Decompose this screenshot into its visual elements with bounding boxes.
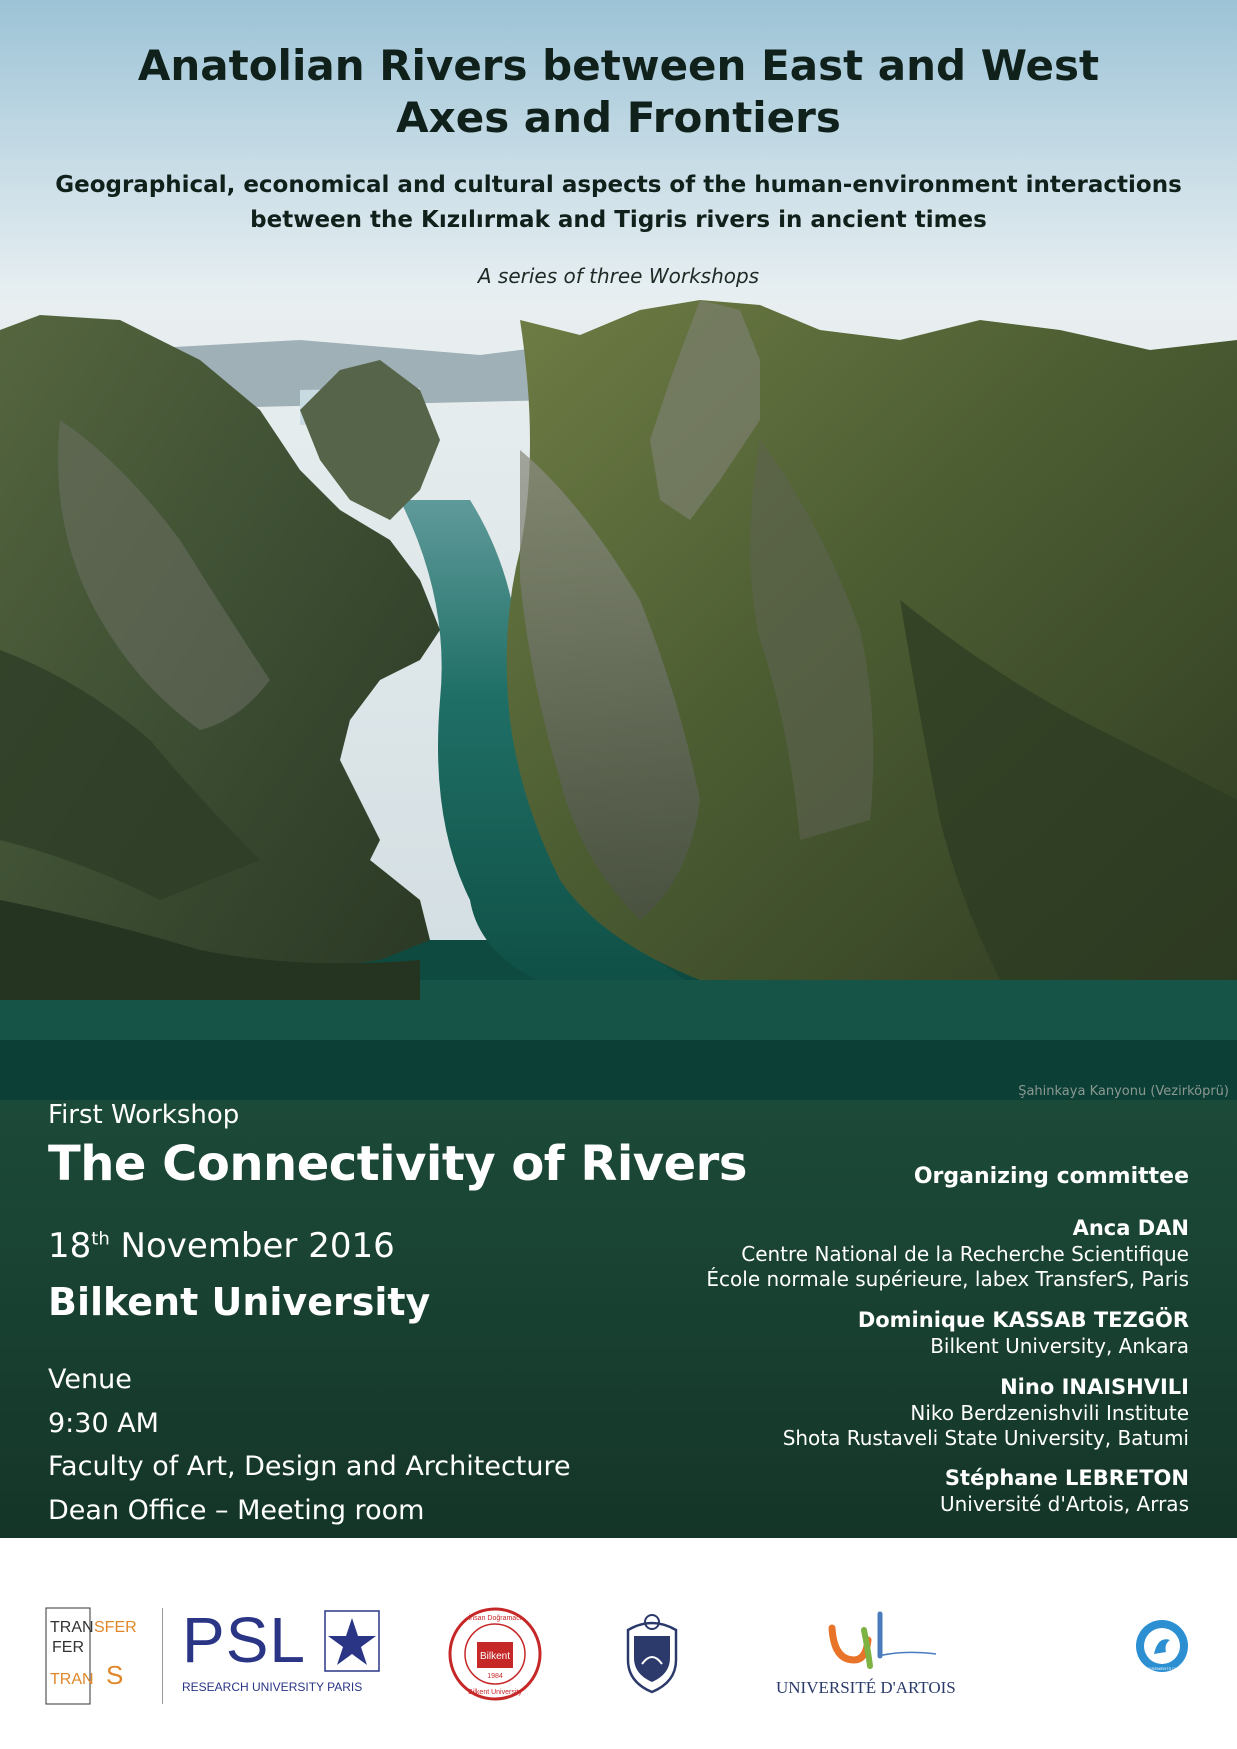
transfers-text: TRAN: [50, 1619, 94, 1636]
poster-header: [0, 40, 1237, 288]
member-affiliation: Bilkent University, Ankara: [930, 1333, 1189, 1358]
psl-star-icon: [324, 1610, 380, 1672]
committee-member: [706, 1216, 1189, 1293]
member-name: Dominique KASSAB TEZGÖR: [857, 1308, 1189, 1332]
artois-logo: [776, 1610, 966, 1710]
bilkent-top-text: İhsan Doğramacı: [468, 1615, 522, 1622]
transfers-logo: [44, 1606, 144, 1706]
committee-member: [940, 1466, 1189, 1517]
date-month-year: November 2016: [109, 1226, 395, 1266]
member-affiliation: Shota Rustaveli State University, Batumi: [782, 1426, 1189, 1450]
psl-wordmark: PSL: [182, 1604, 306, 1676]
transfers-text: TRAN: [50, 1671, 94, 1688]
title-line-2: Axes and Frontiers: [396, 93, 841, 142]
member-affiliation: Niko Berdzenishvili Institute: [910, 1400, 1189, 1425]
venue-block: [48, 1358, 571, 1532]
member-name: Anca DAN: [1072, 1216, 1189, 1240]
investissements-avenir-logo: [1134, 1618, 1190, 1674]
psl-logo: [182, 1604, 382, 1708]
artois-wordmark: UNIVERSITÉ D'ARTOIS: [776, 1678, 956, 1697]
member-affiliation: Université d'Artois, Arras: [939, 1491, 1189, 1516]
sponsor-logos: [0, 1570, 1237, 1720]
workshop-title: The Connectivity of Rivers: [48, 1136, 747, 1192]
bilkent-year: 1984: [487, 1673, 503, 1680]
poster-subtitle: [0, 168, 1237, 238]
psl-subtitle: RESEARCH UNIVERSITY PARIS: [182, 1680, 363, 1694]
date-suffix: th: [91, 1228, 110, 1250]
workshop-panel: [0, 1100, 1237, 1538]
committee-member: [783, 1375, 1189, 1452]
photo-credit: Şahinkaya Kanyonu (Vezirköprü): [1018, 1084, 1229, 1099]
title-line-1: Anatolian Rivers between East and West: [137, 41, 1100, 90]
venue-room: Dean Office – Meeting room: [48, 1494, 425, 1526]
canyon-photo: [0, 300, 1237, 1100]
workshop-date: [48, 1226, 395, 1266]
bilkent-center-text: Bilkent: [479, 1651, 511, 1662]
member-name: Stéphane LEBRETON: [944, 1466, 1189, 1490]
subtitle-line-1: Geographical, economical and cultural aspects of the human-environment interactions: [55, 172, 1182, 198]
bilkent-seal: [447, 1606, 543, 1702]
member-affiliation: École normale supérieure, labex TransferS, Paris: [706, 1267, 1189, 1291]
venue-time: 9:30 AM: [48, 1407, 159, 1439]
committee-title: Organizing committee: [913, 1164, 1189, 1189]
artois-mark-icon: [824, 1610, 944, 1670]
bilkent-bottom-text: Bilkent University: [468, 1689, 522, 1696]
series-caption: A series of three Workshops: [477, 264, 760, 288]
venue-faculty: Faculty of Art, Design and Architecture: [48, 1451, 571, 1482]
logo-divider: [162, 1608, 163, 1704]
transfers-text: SFER: [94, 1619, 137, 1636]
workshop-university: Bilkent University: [48, 1280, 431, 1324]
venue-heading: Venue: [48, 1364, 132, 1395]
member-affiliation: Centre National de la Recherche Scientifique: [741, 1241, 1189, 1266]
subtitle-line-2: between the Kızılırmak and Tigris rivers in ancient times: [250, 207, 987, 233]
committee-member: [858, 1308, 1189, 1359]
batumi-university-emblem: [620, 1610, 684, 1696]
poster-title: [0, 40, 1237, 144]
date-day: 18: [48, 1226, 92, 1266]
transfers-text: S: [106, 1660, 124, 1690]
member-name: Nino INAISHVILI: [1000, 1375, 1189, 1399]
avenir-text: INVESTISSEMENTS D'AVENIR: [1134, 1666, 1190, 1671]
workshop-label: First Workshop: [48, 1100, 240, 1130]
transfers-text: FER: [52, 1639, 84, 1656]
